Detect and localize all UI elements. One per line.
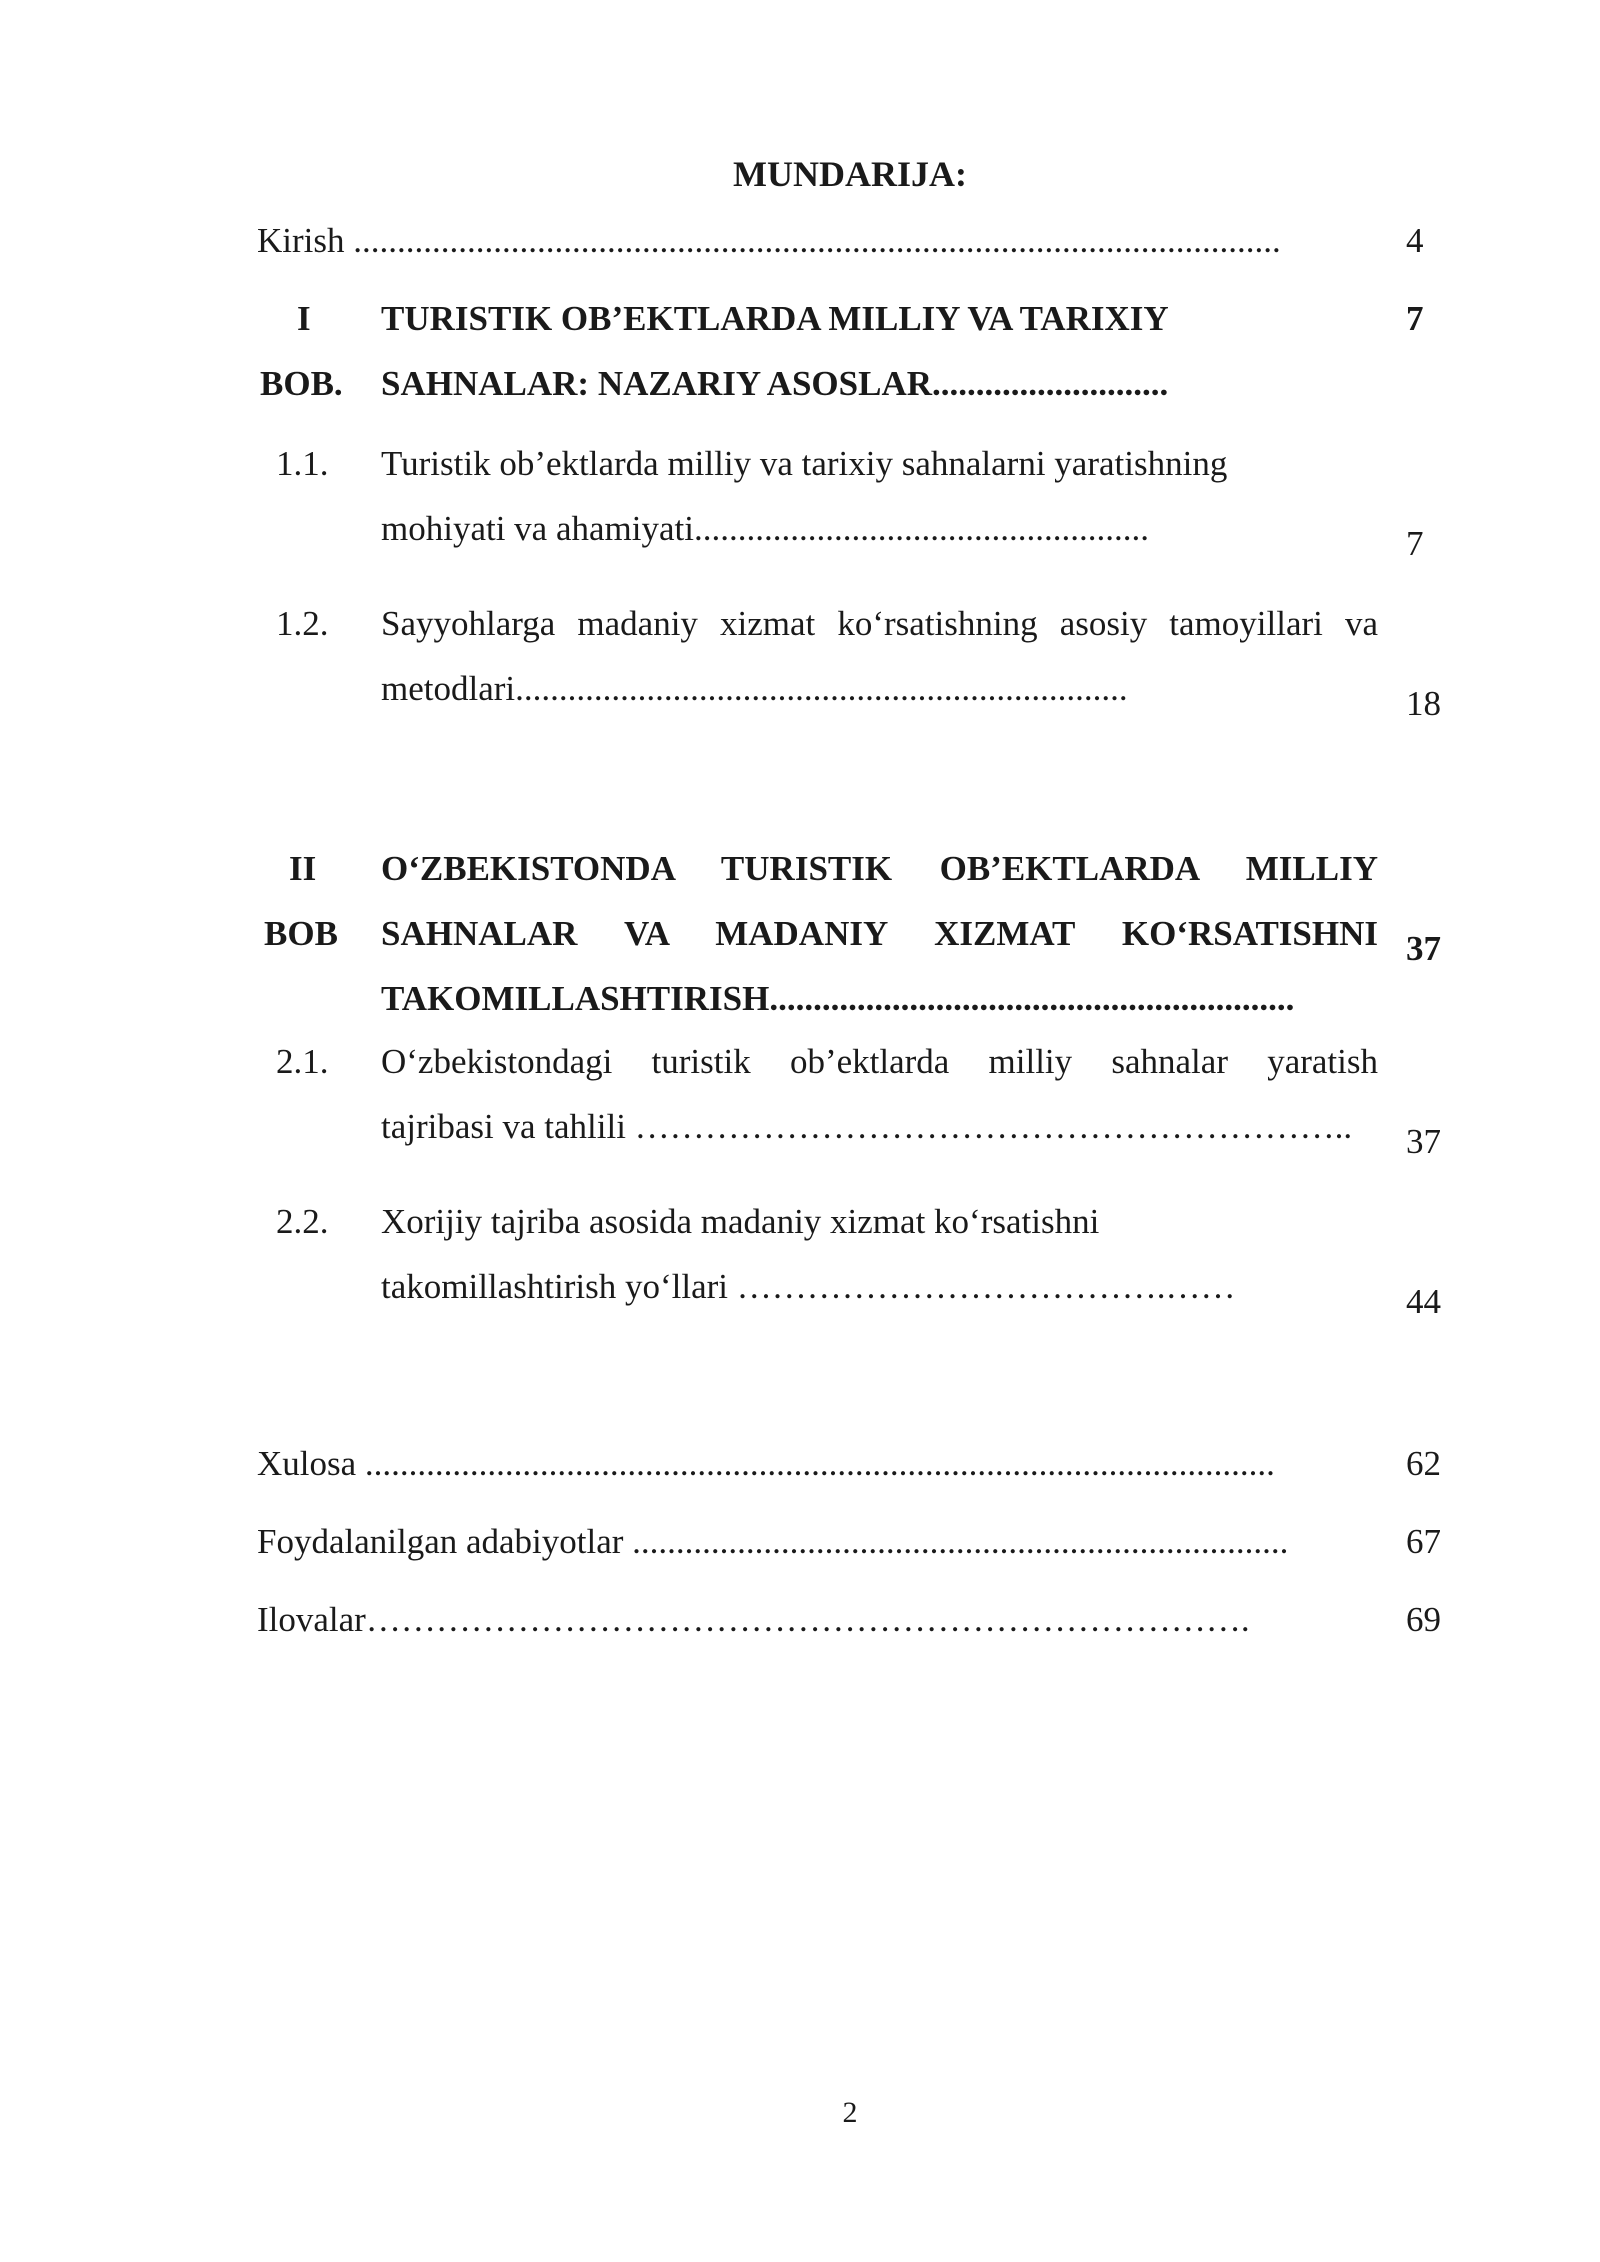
section-2-2-number: 2.2. <box>276 1202 329 1241</box>
toc-page-references: 67 <box>1406 1522 1441 1561</box>
chapter-2-number-line2: BOB <box>264 914 338 953</box>
section-1-1-page: 7 <box>1406 524 1424 563</box>
section-2-1-title-line1: O‘zbekistondagi turistik ob’ektlarda milliy sahnalar yaratish <box>381 1042 1378 1081</box>
toc-page-appendices: 69 <box>1406 1600 1441 1639</box>
chapter-2-number-line1: II <box>289 849 317 888</box>
section-2-2-title-line2: takomillashtirish yo‘llari ……………………………….…… <box>381 1267 1236 1306</box>
toc-entry-intro: Kirish .......................................................................................................... <box>257 221 1281 260</box>
toc-title: MUNDARIJA: <box>733 154 967 194</box>
section-2-1-title-line2: tajribasi va tahlili …………………………………………………….. <box>381 1107 1353 1146</box>
section-1-2-number: 1.2. <box>276 604 329 643</box>
section-2-1-number: 2.1. <box>276 1042 329 1081</box>
toc-page-intro: 4 <box>1406 221 1424 260</box>
section-1-2-title-line2: metodlari...................................................................... <box>381 669 1128 708</box>
chapter-1-title-line2: SAHNALAR: NAZARIY ASOSLAR........................... <box>381 364 1169 403</box>
section-2-1-page: 37 <box>1406 1122 1441 1161</box>
toc-entry-conclusion: Xulosa ........................................................................................................ <box>257 1444 1275 1483</box>
section-1-1-title-line1: Turistik ob’ektlarda milliy va tarixiy sahnalarni yaratishning <box>381 444 1228 483</box>
chapter-2-title-line2: SAHNALAR VA MADANIY XIZMAT KO‘RSATISHNI <box>381 914 1378 953</box>
chapter-2-title-line1: O‘ZBEKISTONDA TURISTIK OB’EKTLARDA MILLIY <box>381 849 1378 888</box>
chapter-1-number-line2: BOB. <box>260 364 343 403</box>
chapter-1-page: 7 <box>1406 299 1424 338</box>
page-number: 2 <box>842 2096 858 2129</box>
chapter-2-title-line3: TAKOMILLASHTIRISH............................................................ <box>381 979 1295 1018</box>
toc-entry-appendices: Ilovalar…………………………………………………………………. <box>257 1600 1250 1639</box>
section-1-2-page: 18 <box>1406 684 1441 723</box>
section-1-2-title-line1: Sayyohlarga madaniy xizmat ko‘rsatishning asosiy tamoyillari va <box>381 604 1378 643</box>
section-2-2-page: 44 <box>1406 1282 1441 1321</box>
chapter-1-title-line1: TURISTIK OB’EKTLARDA MILLIY VA TARIXIY <box>381 299 1169 338</box>
chapter-1-number-line1: I <box>297 299 311 338</box>
toc-page-conclusion: 62 <box>1406 1444 1441 1483</box>
chapter-2-page: 37 <box>1406 929 1441 968</box>
section-2-2-title-line1: Xorijiy tajriba asosida madaniy xizmat ko‘rsatishni <box>381 1202 1100 1241</box>
toc-entry-references: Foydalanilgan adabiyotlar ........................................................................... <box>257 1522 1289 1561</box>
section-1-1-number: 1.1. <box>276 444 329 483</box>
section-1-1-title-line2: mohiyati va ahamiyati.................................................... <box>381 509 1149 548</box>
